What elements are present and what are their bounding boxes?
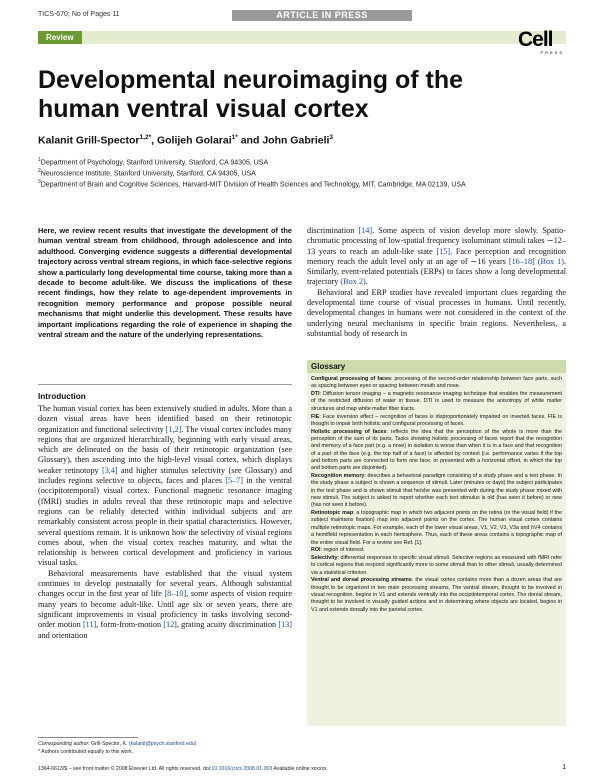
footnote-author: Grill-Spector, K. <box>91 741 128 747</box>
glossary-heading: Glossary <box>307 360 566 373</box>
body-paragraph <box>38 404 292 569</box>
glossary-entry <box>311 391 562 413</box>
article-title: Developmental neuroimaging of the human ventral visual cortex <box>38 66 464 123</box>
body-text: . Face perception and recognition memory reach the adult level only at an age of ∼16 years <box>307 246 566 266</box>
article-in-press-banner: ARTICLE IN PRESS <box>232 10 412 21</box>
doi-link[interactable]: 10.1016/j.tics.2008.01.003 <box>211 766 273 772</box>
affiliation-text: Department of Psychology, Stanford University, Stanford, CA 94305, USA <box>40 159 269 167</box>
left-body-column <box>38 404 292 641</box>
copyright-line: 1364-6613/$ – see front matter © 2008 Elsevier Ltd. All rights reserved. doi: <box>38 766 212 772</box>
box-link[interactable]: (Box 1) <box>537 256 564 266</box>
body-paragraph: Behavioral and ERP studies have revealed important clues regarding the developmental time course of visual processes in humans. Until recently, developmental changes in humans were not considered in the context of the underlying neural mechanisms in specific brain regions. Nevertheless, a substantial body of research in <box>307 287 566 338</box>
body-text: , form-from-motion <box>96 620 164 630</box>
body-text: and orientation <box>38 630 88 640</box>
glossary-term: Configural processing of faces <box>311 376 391 382</box>
citation-link[interactable]: [14] <box>358 226 373 235</box>
glossary-term: Recognition memory <box>311 473 365 480</box>
glossary-term: DTI <box>311 391 320 398</box>
glossary-entry <box>311 555 562 577</box>
logo-word: Cell <box>518 28 553 51</box>
affiliation <box>38 177 568 190</box>
affiliation-number: 1 <box>38 157 41 163</box>
author-affiliation-marker: 1* <box>231 134 238 141</box>
body-text: in the ventral (occipitotemporal) visual cortex. Functional magnetic resonance imaging (fMRI) studies in adults reveal that these retinotopic maps and selective regions can be reliably detected within individual subjects and are remarkably consistent across people in their spatial characteristics. However, several questions remain. It is unknown how the selectivity of visual regions comes about, when the visual cortex reaches maturity, and what the relationship is between cortical development and proficiency in various visual tasks. <box>38 476 292 568</box>
glossary-term: ROI <box>311 547 321 554</box>
glossary-definition: : region of interest. <box>320 547 365 554</box>
body-text: discrimination <box>307 226 359 235</box>
body-text: , some aspects of vision require many years to become adult-like. Until age six or seven years, there are significant improvements in visual proficiency in tasks involving second-order motion <box>38 589 292 630</box>
glossary-body <box>307 373 566 618</box>
right-body-column <box>307 226 566 339</box>
affiliation-number: 3 <box>38 179 41 185</box>
footnote-divider <box>38 737 138 738</box>
author-separator: , <box>151 134 157 147</box>
glossary-entry <box>311 547 562 554</box>
glossary-box <box>307 360 566 726</box>
availability-text: Available online xxxxxx <box>272 766 327 772</box>
glossary-definition: : processing of the second-order relationship between face parts, such as spacing between eyes or spacing between mouth and nose. <box>311 376 562 390</box>
citation-link[interactable]: [12] <box>163 620 177 630</box>
cell-press-logo <box>518 29 566 55</box>
box-link[interactable]: (Box 2) <box>340 277 366 287</box>
author-name: John Gabrieli <box>262 134 330 147</box>
citation-link[interactable]: [1,2] <box>165 424 182 434</box>
glossary-entry <box>311 473 562 510</box>
footnote-label: Corresponding author: <box>38 741 92 747</box>
glossary-definition: : differential responses to specific visual stimuli. Selective regions as measured with fMRI refer to cortical regions that respond significantly more to some stimuli than to other stimuli, usually determined via a statistical criterion. <box>311 554 562 576</box>
citation-link[interactable]: [3,4] <box>101 465 118 475</box>
glossary-definition: : a topographic map in which two adjacent points on the retina (or the visual field) if the subject maintains fixation) map into adjacent points on the cortex. The human visual cortex contains multiple retinotopic maps. For example, each of the lower visual areas, V1, V2, V3, V3a and hV4 contains a hemifield representation in each hemisphere. Thus, each of these areas contains a topographic map of the entire visual field. For a review see Ref. [1]. <box>311 510 562 546</box>
body-text: . The visual cortex includes many regions that are organized hierarchically, beginning with early visual areas, which are delineated on the basis of their retinotopic organization (see Glossary), then ascending into the high-level visual cortex, which displays weaker retinotopy <box>38 424 292 475</box>
glossary-entry <box>311 577 562 614</box>
glossary-entry <box>311 414 562 429</box>
glossary-entry <box>311 429 562 473</box>
body-text: Behavioral measurements have established that the visual system continues to develop postnatally for several years. Although substantial changes occur in the first year of life <box>38 568 292 599</box>
citation-link[interactable]: [15] <box>436 246 451 256</box>
glossary-entry <box>311 510 562 547</box>
author-email-link[interactable]: (kalanit@psych.stanford.edu) <box>128 741 197 747</box>
glossary-term: FIE <box>311 413 320 420</box>
review-bar <box>38 31 566 44</box>
citation-link[interactable]: [8–10] <box>164 589 187 599</box>
body-paragraph <box>307 226 566 288</box>
author-separator: and <box>237 134 263 147</box>
affiliation-text: Department of Brain and Cognitive Sciences, Harvard-MIT Division of Health Sciences and Technology, MIT, Cambridge, MA 02139, USA <box>40 181 466 189</box>
body-text: The human visual cortex has been extensively studied in adults. More than a dozen visual areas have been identified based on their retinotopic organization and functional selectivity <box>38 404 292 434</box>
body-text: . <box>365 277 368 287</box>
page-footer <box>38 766 566 772</box>
affiliation-text: Neuroscience Institute, Stanford University, Stanford, CA 94305, USA <box>40 170 256 178</box>
affiliation-number: 2 <box>38 168 41 174</box>
body-text: and higher stimulus selectivity (see Glossary) and includes regions selective to objects, faces and places <box>38 465 292 486</box>
glossary-definition: : reflects the idea that the perception of the whole is more than the perception of the sum of its parts. Tasks showing holistic processing of faces report that the recognition and memory of a face part (e.g. a nose) in isolation is worse than when it is in a face and that recognition of a part of the face (e.g. the top half of a face) is affected by context (i.e. performance varies if the top and bottom parts are connected to form one face, or presented with a horizontal offset, in which the top and bottom parts are disjointed). <box>311 428 562 472</box>
body-text: , grating acuity discrimination <box>176 620 279 630</box>
glossary-definition: : the visual cortex contains more than a dozen areas that are thought to be organized in two main processing streams. The ventral stream, thought to be involved in visual recognition, begins in V1 and extends ventrally into the occipitotemporal cortex. The dorsal stream, thought to be involved in visually guided actions and in determining where objects are located, begins in V1 and extends dorsally into the parietal cortex. <box>311 577 562 613</box>
page-number: 1 <box>562 764 566 771</box>
glossary-term: Selectivity <box>311 554 338 561</box>
abstract: Here, we review recent results that investigate the development of the human ventral stream from childhood, through adolescence and into adulthood. Converging evidence suggests a differential developmental trajectory across ventral stream regions, in which face-selective regions show a particularly long developmental time course, taking more than a decade to become adult-like. We discuss the implications of these recent findings, how they relate to age-dependent improvements in recognition memory performance and propose possible neural mechanisms that might underlie this development. These results have important implications regarding the role of experience in shaping the ventral stream and the nature of the underlying representations. <box>38 226 292 340</box>
glossary-definition: : Face inversion effect – recognition of faces is disproportionately impaired on inverted faces. FIE is thought to impair both holistic and configural processing of faces. <box>311 413 562 427</box>
review-section-tag: Review <box>38 31 82 44</box>
abstract-divider <box>38 384 292 385</box>
glossary-definition: : Diffusion tensor imaging – a magnetic resonance imaging technique that enables the measurement of the restricted diffusion of water in tissue. DTI is used to measure the anisotropy of white matter structures and map white matter fiber tracts. <box>311 391 562 412</box>
body-text: . Some aspects of vision develop more slowly. Spatio-chromatic processing of low-spatial frequency isoluminant stimuli takes ∼12–13 years to reach an adult-like state <box>307 226 566 256</box>
citation-link[interactable]: [11] <box>82 620 97 630</box>
body-text: . Similarly, event-related potentials (ERPs) to faces show a long developmental trajectory <box>307 256 566 287</box>
logo-press: PRESS <box>540 50 564 55</box>
glossary-term: Holistic processing of faces <box>311 428 387 435</box>
running-head: TICS-670; No of Pages 11 <box>38 11 120 18</box>
introduction-heading: Introduction <box>38 392 86 401</box>
corresponding-author-note <box>38 741 196 747</box>
glossary-entry <box>311 376 562 391</box>
body-paragraph <box>38 569 292 641</box>
author-affiliation-marker: 1,2* <box>139 134 152 141</box>
author-name: Golijeh Golarai <box>156 134 232 147</box>
citation-link[interactable]: [13] <box>278 620 292 630</box>
citation-link[interactable]: [16–18] <box>508 256 535 266</box>
glossary-term: Ventral and dorsal processing streams <box>311 577 412 584</box>
author-list <box>38 134 568 147</box>
glossary-term: Retinotopic map <box>311 510 354 517</box>
glossary-definition: : describes a behavioral paradigm consisting of a study phase and a test phase. In the study phase a subject is shown a sequence of stimuli. Later (minutes or days) the subject participates in the test phase and is shown stimuli that he/she was presented with during the study phase mixed with new stimuli. The subject is asked to report whether each test stimulus is old (has seen it before) or new (has not seen it before). <box>311 473 562 509</box>
author-affiliation-marker: 3 <box>329 134 334 141</box>
equal-contribution-note: * Authors contributed equally to this work. <box>38 749 134 755</box>
citation-link[interactable]: [5–7] <box>225 476 243 486</box>
author-name: Kalanit Grill-Spector <box>38 134 140 147</box>
